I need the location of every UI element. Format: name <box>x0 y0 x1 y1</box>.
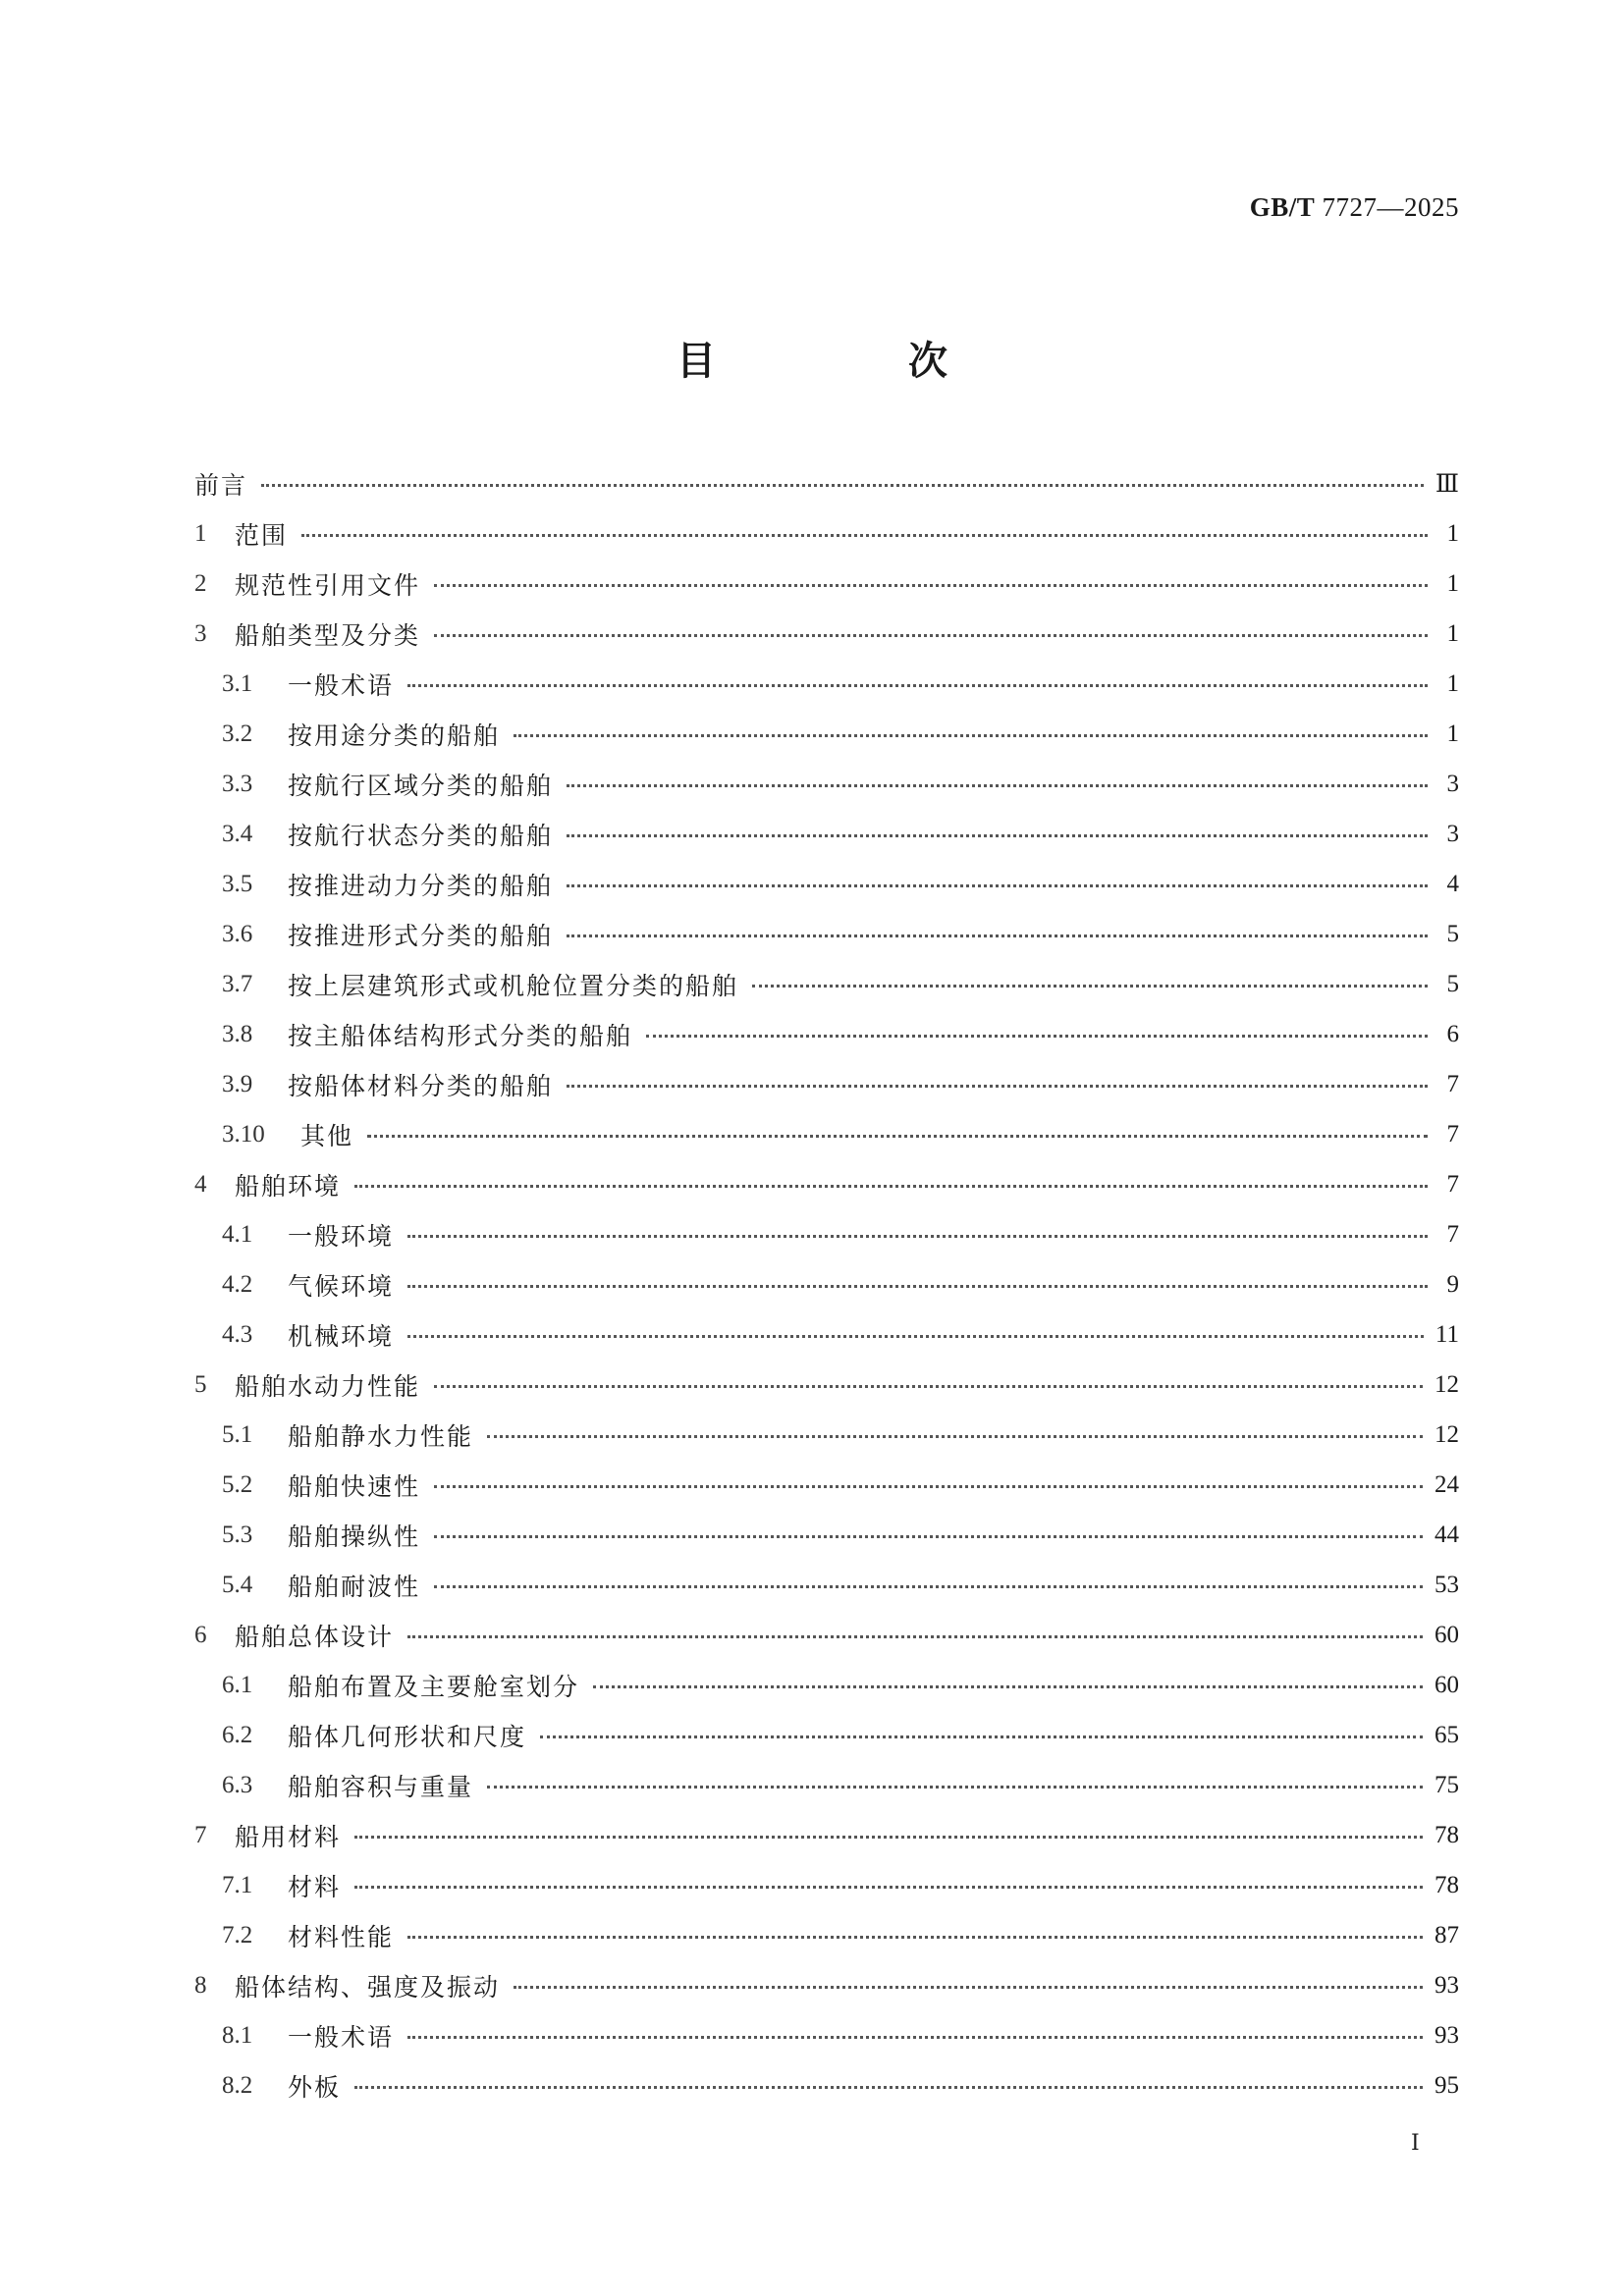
toc-entry-number: 5.2 <box>222 1470 253 1498</box>
toc-entry-page: 93 <box>1435 2021 1459 2049</box>
dot-leader <box>407 1635 1423 1638</box>
dot-leader <box>514 1986 1423 1989</box>
table-of-contents <box>194 458 1459 2110</box>
dot-leader <box>567 1085 1428 1088</box>
toc-entry[interactable] <box>194 1109 1459 1159</box>
dot-leader <box>514 734 1428 737</box>
toc-entry-title: 船舶耐波性 <box>288 1572 421 1601</box>
dot-leader <box>540 1735 1423 1738</box>
toc-entry[interactable] <box>194 2060 1459 2110</box>
toc-entry-title: 船舶容积与重量 <box>288 1772 474 1801</box>
document-number <box>1250 192 1459 223</box>
dot-leader <box>407 1335 1424 1338</box>
toc-entry-number: 3.9 <box>222 1070 253 1097</box>
toc-entry[interactable] <box>194 508 1459 559</box>
toc-entry[interactable] <box>194 909 1459 959</box>
toc-entry-title: 材料 <box>288 1872 342 1901</box>
toc-entry-number: 4.2 <box>222 1270 253 1298</box>
dot-leader <box>261 484 1424 487</box>
toc-entry-number: 7 <box>194 1821 207 1848</box>
toc-entry-number: 2 <box>194 569 207 597</box>
toc-entry[interactable] <box>194 1560 1459 1610</box>
toc-entry-page: 1 <box>1446 619 1459 647</box>
toc-entry-title: 材料性能 <box>288 1922 395 1951</box>
toc-entry-page: 78 <box>1435 1871 1459 1898</box>
toc-entry-page: 65 <box>1435 1721 1459 1748</box>
toc-entry-page: 24 <box>1435 1470 1459 1498</box>
toc-entry[interactable] <box>194 609 1459 659</box>
toc-entry-title: 按主船体结构形式分类的船舶 <box>288 1021 633 1050</box>
toc-entry-title: 船舶总体设计 <box>235 1622 395 1651</box>
toc-entry-number: 5.1 <box>222 1420 253 1448</box>
dot-leader <box>354 1836 1423 1839</box>
toc-entry[interactable] <box>194 1660 1459 1710</box>
toc-entry-title: 外板 <box>288 2072 342 2102</box>
toc-entry-title: 船舶水动力性能 <box>235 1371 421 1401</box>
toc-entry-number: 8.2 <box>222 2071 253 2099</box>
toc-entry[interactable] <box>194 559 1459 609</box>
toc-entry-number: 6.2 <box>222 1721 253 1748</box>
toc-entry[interactable] <box>194 1810 1459 1860</box>
toc-entry[interactable] <box>194 1309 1459 1360</box>
toc-entry-title: 船用材料 <box>235 1822 342 1851</box>
toc-entry[interactable] <box>194 709 1459 759</box>
toc-entry-number: 4.1 <box>222 1220 253 1248</box>
toc-entry-page: 9 <box>1446 1270 1459 1298</box>
toc-entry-page: 4 <box>1446 870 1459 897</box>
toc-entry-number: 3.7 <box>222 970 253 997</box>
toc-entry-title: 前言 <box>194 470 248 500</box>
toc-entry-number: 6.1 <box>222 1671 253 1698</box>
toc-entry-title: 船舶布置及主要舱室划分 <box>288 1672 580 1701</box>
toc-entry[interactable] <box>194 1510 1459 1560</box>
toc-entry-number: 3.5 <box>222 870 253 897</box>
dot-leader <box>407 684 1428 687</box>
toc-entry-page: 93 <box>1435 1971 1459 1999</box>
toc-entry[interactable] <box>194 1910 1459 1960</box>
dot-leader <box>367 1135 1428 1138</box>
dot-leader <box>567 884 1428 887</box>
toc-entry-number: 3.8 <box>222 1020 253 1047</box>
toc-entry-number: 1 <box>194 519 207 547</box>
toc-entry[interactable] <box>194 1209 1459 1259</box>
toc-entry[interactable] <box>194 1410 1459 1460</box>
toc-entry-page: 87 <box>1435 1921 1459 1949</box>
toc-entry-title: 一般术语 <box>288 2022 395 2052</box>
toc-entry-page: 60 <box>1435 1671 1459 1698</box>
toc-entry-title: 按上层建筑形式或机舱位置分类的船舶 <box>288 971 739 1000</box>
toc-entry-page: 1 <box>1446 720 1459 747</box>
toc-entry-number: 5.4 <box>222 1571 253 1598</box>
dot-leader <box>567 934 1428 937</box>
toc-entry-title: 其他 <box>300 1121 354 1150</box>
toc-entry[interactable] <box>194 1460 1459 1510</box>
toc-entry-page: 60 <box>1435 1621 1459 1648</box>
toc-entry-page: 1 <box>1446 669 1459 697</box>
toc-entry-title: 船舶操纵性 <box>288 1522 421 1551</box>
toc-entry-title: 一般环境 <box>288 1221 395 1251</box>
toc-entry[interactable] <box>194 1760 1459 1810</box>
toc-entry-number: 4.3 <box>222 1320 253 1348</box>
toc-entry-page: 12 <box>1435 1370 1459 1398</box>
dot-leader <box>407 1285 1428 1288</box>
toc-entry-page: 11 <box>1435 1320 1459 1348</box>
toc-entry[interactable] <box>194 1360 1459 1410</box>
toc-entry[interactable] <box>194 859 1459 909</box>
dot-leader <box>434 1535 1423 1538</box>
toc-entry-number: 3.4 <box>222 820 253 847</box>
toc-entry[interactable] <box>194 1610 1459 1660</box>
dot-leader <box>354 1886 1423 1889</box>
dot-leader <box>407 2036 1423 2039</box>
page-title: 目 次 <box>677 338 1024 384</box>
toc-entry-page: Ⅲ <box>1435 470 1459 498</box>
toc-entry-number: 5.3 <box>222 1521 253 1548</box>
dot-leader <box>434 1585 1423 1588</box>
dot-leader <box>434 634 1428 637</box>
toc-entry[interactable] <box>194 959 1459 1009</box>
dot-leader <box>487 1786 1423 1789</box>
toc-entry[interactable] <box>194 759 1459 809</box>
toc-entry[interactable] <box>194 1960 1459 2010</box>
toc-entry-page: 1 <box>1446 569 1459 597</box>
toc-entry-title: 船体结构、强度及振动 <box>235 1972 501 2002</box>
toc-entry-page: 7 <box>1446 1220 1459 1248</box>
toc-entry-number: 3.2 <box>222 720 253 747</box>
toc-entry-title: 船舶快速性 <box>288 1471 421 1501</box>
toc-entry-title: 机械环境 <box>288 1321 395 1351</box>
toc-entry[interactable] <box>194 1259 1459 1309</box>
toc-entry[interactable] <box>194 1009 1459 1059</box>
toc-entry-number: 7.2 <box>222 1921 253 1949</box>
toc-entry-page: 44 <box>1435 1521 1459 1548</box>
toc-entry-title: 气候环境 <box>288 1271 395 1301</box>
toc-entry-page: 5 <box>1446 920 1459 947</box>
dot-leader <box>434 1485 1423 1488</box>
toc-entry-number: 3.1 <box>222 669 253 697</box>
toc-entry-number: 3.3 <box>222 770 253 797</box>
page-number: Ⅰ <box>1411 2130 1420 2155</box>
toc-entry-number: 3.6 <box>222 920 253 947</box>
toc-entry-number: 8 <box>194 1971 207 1999</box>
toc-entry-title: 按航行区域分类的船舶 <box>288 771 554 800</box>
toc-entry-page: 95 <box>1435 2071 1459 2099</box>
toc-entry-page: 7 <box>1446 1070 1459 1097</box>
toc-entry-page: 7 <box>1446 1120 1459 1148</box>
toc-entry-page: 3 <box>1446 820 1459 847</box>
dot-leader <box>593 1685 1423 1688</box>
toc-entry-number: 7.1 <box>222 1871 253 1898</box>
toc-entry-page: 78 <box>1435 1821 1459 1848</box>
toc-entry-number: 3.10 <box>222 1120 265 1148</box>
toc-entry-number: 8.1 <box>222 2021 253 2049</box>
toc-entry-title: 一般术语 <box>288 670 395 700</box>
toc-entry-title: 船舶静水力性能 <box>288 1421 474 1451</box>
toc-entry[interactable] <box>194 1059 1459 1109</box>
toc-entry-number: 3 <box>194 619 207 647</box>
toc-entry-page: 1 <box>1446 519 1459 547</box>
dot-leader <box>354 1185 1428 1188</box>
toc-entry-title: 按航行状态分类的船舶 <box>288 821 554 850</box>
toc-entry-page: 5 <box>1446 970 1459 997</box>
toc-entry-page: 3 <box>1446 770 1459 797</box>
toc-entry-number: 5 <box>194 1370 207 1398</box>
dot-leader <box>646 1035 1428 1038</box>
dot-leader <box>407 1235 1428 1238</box>
toc-entry-page: 53 <box>1435 1571 1459 1598</box>
toc-entry[interactable] <box>194 458 1459 508</box>
toc-entry-number: 4 <box>194 1170 207 1198</box>
dot-leader <box>487 1435 1423 1438</box>
toc-entry-number: 6 <box>194 1621 207 1648</box>
toc-entry-page: 7 <box>1446 1170 1459 1198</box>
toc-entry[interactable] <box>194 1159 1459 1209</box>
toc-entry-number: 6.3 <box>222 1771 253 1798</box>
toc-entry-title: 范围 <box>235 520 289 550</box>
toc-entry-title: 按推进形式分类的船舶 <box>288 921 554 950</box>
toc-entry-page: 75 <box>1435 1771 1459 1798</box>
toc-entry-title: 船舶类型及分类 <box>235 620 421 650</box>
dot-leader <box>301 534 1428 537</box>
standard-number: 7727—2025 <box>1322 192 1459 222</box>
dot-leader <box>567 834 1428 837</box>
toc-entry-title: 船舶环境 <box>235 1171 342 1201</box>
dot-leader <box>567 784 1428 787</box>
toc-entry[interactable] <box>194 1860 1459 1910</box>
toc-entry[interactable] <box>194 809 1459 859</box>
toc-entry-page: 12 <box>1435 1420 1459 1448</box>
toc-entry-title: 规范性引用文件 <box>235 570 421 600</box>
dot-leader <box>434 1385 1423 1388</box>
dot-leader <box>407 1936 1423 1939</box>
dot-leader <box>354 2086 1423 2089</box>
toc-entry-page: 6 <box>1446 1020 1459 1047</box>
toc-entry-title: 船体几何形状和尺度 <box>288 1722 527 1751</box>
toc-entry-title: 按用途分类的船舶 <box>288 721 501 750</box>
toc-entry-title: 按推进动力分类的船舶 <box>288 871 554 900</box>
standard-code: GB/T <box>1249 192 1316 222</box>
toc-entry[interactable] <box>194 1710 1459 1760</box>
dot-leader <box>434 584 1428 587</box>
dot-leader <box>752 985 1428 988</box>
toc-entry-title: 按船体材料分类的船舶 <box>288 1071 554 1100</box>
toc-entry[interactable] <box>194 659 1459 709</box>
toc-entry[interactable] <box>194 2010 1459 2060</box>
